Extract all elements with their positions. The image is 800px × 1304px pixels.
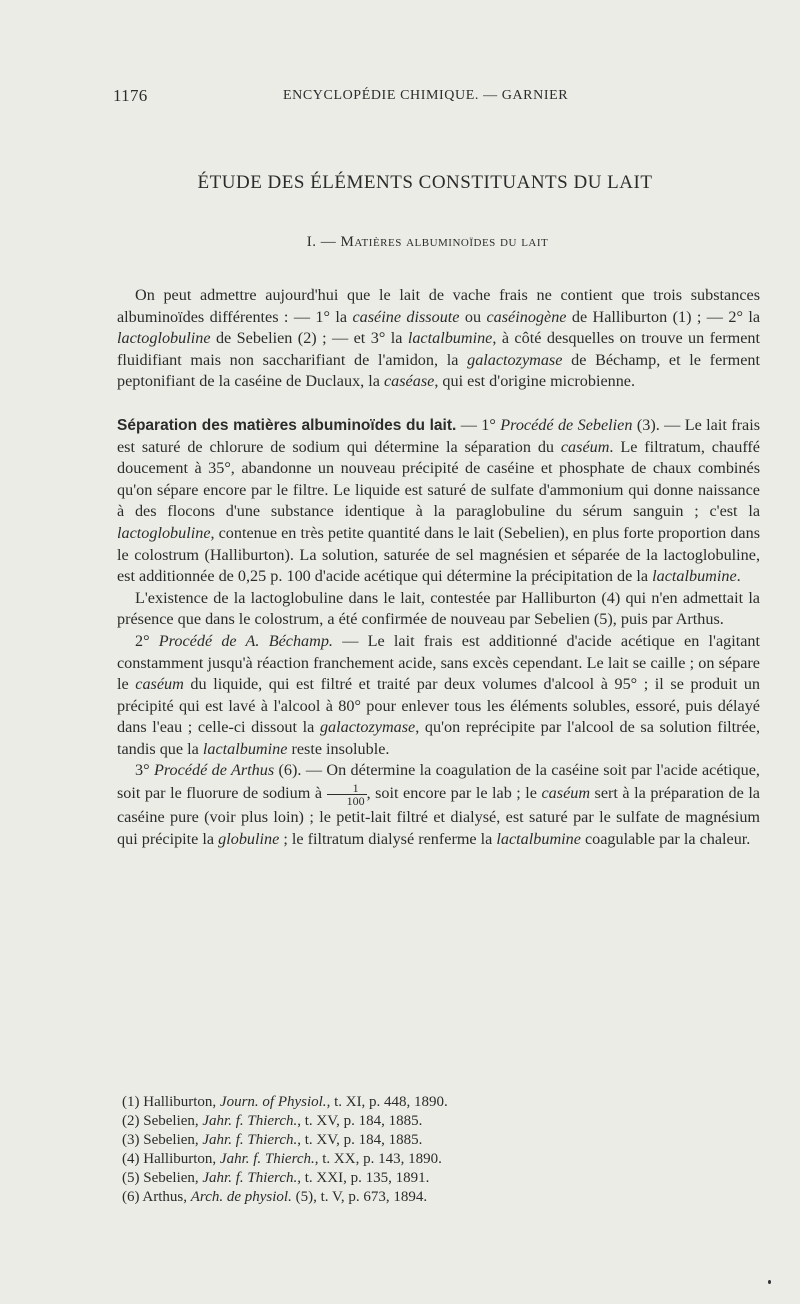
footnotes (122, 1093, 722, 1207)
paragraph-bechamp: 2° Procédé de A. Béchamp. — Le lait frais est additionné d'acide acétique en l'agitant constamment jusqu'à réaction franchement acide, sans excès cependant. Le lait se caille ; on sépare le caséum du liquide, qui est filtré et traité par deux volumes d'alcool à 95° ; il se produit un précipité qui est lavé à l'alcool à 80° pour enlever tous les éléments solubles, essoré, puis délayé dans l'eau ; celle-ci dissout la galactozymase, qu'on reprécipite par l'alcool de sa solution filtrée, tandis que la lactalbumine reste insoluble. (117, 631, 761, 758)
body-text (117, 285, 760, 850)
footnote: (1) Halliburton, Journ. of Physiol., t. XI, p. 448, 1890. (122, 1094, 448, 1110)
subsection-heading: Séparation des matières albuminoïdes du lait. (117, 416, 457, 434)
paragraph-intro: On peut admettre aujourd'hui que le lait de vache frais ne contient que trois substances albuminoïdes différentes : — 1° la caséine dissoute ou caséinogène de Halliburton (1) ; — 2° la lactoglobuline de Sebelien (2) ; — et 3° la lactalbumine, à côté desquelles on trouve un ferment fluidifiant mais non saccharifiant de l'amidon, la galactozymase de Béchamp, et le ferment peptonifiant de la caséine de Duclaux, la caséase, qui est d'origine microbienne. (117, 286, 761, 391)
paragraph-arthus: 3° Procédé de Arthus (6). — On détermine la coagulation de la caséine soit par l'acide acétique, soit par le fluorure de sodium à $\frac{1}{100}$ , soit encore par le lab ; le caséum sert à la préparation de la caséine pure (voir plus loin) ; le petit-lait filtré et dialysé, est saturé par le sulfate de magnésium qui précipite la globuline ; le filtratum dialysé renferme la lactalbumine coagulable par la chaleur. (117, 761, 760, 848)
paragraph-separation: Séparation des matières albuminoïdes du lait. — 1° Procédé de Sebelien (3). — Le lait frais est saturé de chlorure de sodium qui détermine la séparation du caséum. Le filtratum, chauffé doucement à 35°, abandonne un nouveau précipité de caséine et phosphate de chaux combinés qu'on sépare encore par le filtre. Le liquide est saturé de sulfate d'ammonium qui donne naissance à des flocons d'une substance identique à la paraglobuline du sérum sanguin ; c'est la lactoglobuline, contenue en très petite quantité dans le lait (Sebelien), en plus forte proportion dans le colostrum (Halliburton). La solution, saturée de sel magnésien et séparée de la lactoglobuline, est additionnée de 0,25 p. 100 d'acide acétique qui détermine la précipitation de la lactalbumine. (117, 415, 761, 586)
running-title: ENCYCLOPÉDIE CHIMIQUE. — GARNIER (283, 88, 569, 103)
footnote: (5) Sebelien, Jahr. f. Thierch., t. XXI, p. 135, 1891. (122, 1170, 430, 1186)
section-title: ÉTUDE DES ÉLÉMENTS CONSTITUANTS DU LAIT (197, 172, 653, 193)
section-subtitle: I. — Matières albuminoïdes du lait (306, 234, 549, 250)
paragraph-existence: L'existence de la lactoglobuline dans le lait, contestée par Halliburton (4) qui n'en admettait la présence que dans le colostrum, a été confirmée de nouveau par Sebelien (5), puis par Arthus. (117, 588, 760, 629)
footnote: (2) Sebelien, Jahr. f. Thierch., t. XV, p. 184, 1885. (122, 1113, 423, 1129)
footnote: (3) Sebelien, Jahr. f. Thierch., t. XV, p. 184, 1885. (122, 1132, 423, 1148)
footnote: (4) Halliburton, Jahr. f. Thierch., t. XX, p. 143, 1890. (122, 1151, 442, 1167)
fraction: $\frac{1}{100}$ (327, 782, 367, 807)
ink-speck (768, 1280, 771, 1284)
footnote: (6) Arthus, Arch. de physiol. (5), t. V, p. 673, 1894. (122, 1189, 428, 1205)
page-number: 1176 (113, 86, 148, 105)
